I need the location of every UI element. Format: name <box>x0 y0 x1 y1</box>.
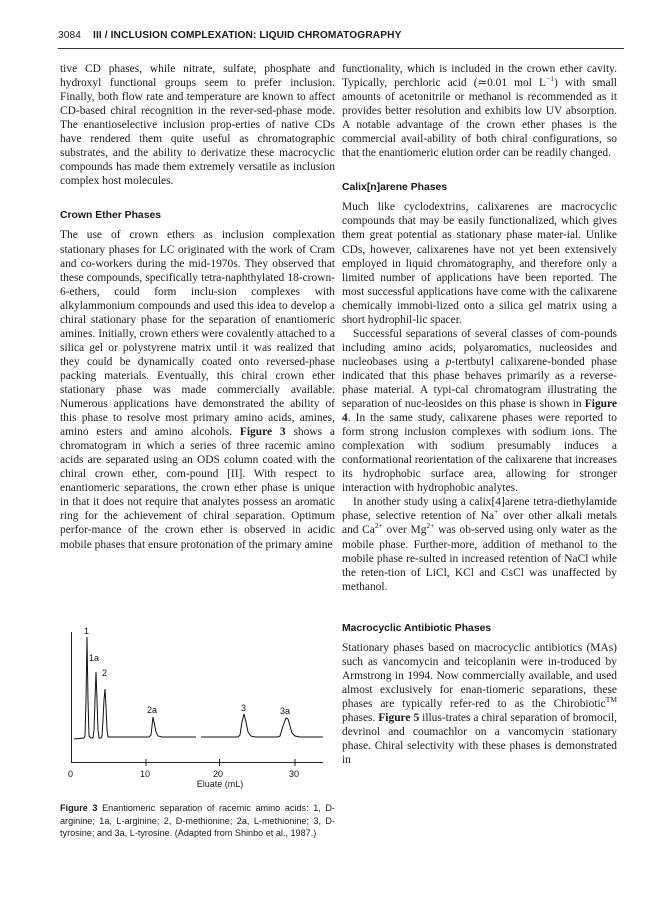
caption-label: Figure 3 <box>60 803 98 813</box>
figure-3-caption <box>60 802 335 840</box>
peak-label-2a: 2a <box>147 705 158 715</box>
left-column <box>60 62 335 552</box>
superscript: 2+ <box>426 521 435 531</box>
text-run: phases. <box>342 711 379 724</box>
peak-label-2: 2 <box>102 668 108 678</box>
peak-label-3: 3 <box>241 703 247 713</box>
header-rule <box>58 48 624 49</box>
figure-3-chromatogram <box>55 620 335 780</box>
right-column <box>342 62 617 767</box>
superscript: + <box>494 507 499 517</box>
calixarene-paragraph-2 <box>342 327 617 496</box>
peak-label-3a: 3a <box>280 706 291 716</box>
section-heading-calixarene: Calix[n]arene Phases <box>342 182 448 194</box>
superscript: −1 <box>545 74 554 84</box>
peak-label-1: 1 <box>84 626 90 636</box>
figure-5-reference[interactable]: Figure 5 <box>378 711 420 724</box>
running-head <box>58 30 624 46</box>
trademark-superscript: TM <box>605 695 617 705</box>
section-heading-macrocyclic-antibiotic: Macrocyclic Antibiotic Phases <box>342 622 492 634</box>
text-run: -tertbutyl calixarene-bonded phase indicated that this phase behaves primarily as a reverse-phase material. A typi-cal chromatogram illustrating the separation of nuc-leosides on this phase is shown in <box>342 355 617 411</box>
figure-4-reference[interactable]: Figure 4 <box>342 398 617 425</box>
x-tick-label-20: 20 <box>213 769 224 779</box>
text-run: over other alkali metals and Ca <box>342 510 617 537</box>
calixarene-paragraph-1: Much like cyclodextrins, calixarenes are macrocyclic compounds that may be easily functionalized, which gives them great potential as stationary phase mater-ial. Unlike CDs, however, calixarenes have not yet been extensively employed in liquid chromatography, and therefore only a limited number of applications have been reported. The most successful applications have come with the calixarene chemically immobi-lized onto a silica gel matrix using a short hydrophil-lic spacer. <box>342 201 617 326</box>
calixarene-paragraph-3 <box>342 495 617 593</box>
x-tick-label-10: 10 <box>140 769 151 779</box>
crown-ether-paragraph <box>60 228 335 551</box>
figure-3-reference[interactable]: Figure 3 <box>239 426 286 439</box>
text-run: ) with small amounts of acetonitrile or methanol is recommended as it provides better resolution and exhibits low UV absorption. A notable advantage of the crown ether phases is the commercial avail-ability of both chiral configurations, so that the enantiomeric elution order can be readily changed. <box>342 77 617 160</box>
x-tick-label-0: 0 <box>68 769 74 779</box>
text-run: . In the same study, calixarene phases were reported to form strong inclusion complexes with sodium ions. The complexation with sodium presumably induces a conformational reorientation of the calixarene that increases its hydrophobic surface area, allowing for stronger interaction with hydrophobic analytes. <box>342 412 618 495</box>
running-title: III / INCLUSION COMPLEXATION: LIQUID CHROMATOGRAPHY <box>93 30 402 41</box>
intro-paragraph: tive CD phases, while nitrate, sulfate, phosphate and hydroxyl functional groups seem to prefer inclusion. Finally, both flow rate and temperature are known to affect CD-based chiral recognition in the rever-sed-phase mode. The enantioselective inclusion prop-erties of native CDs have rendered them quite useful as chromatographic substrates, and the ability to derivatize these macrocyclic compounds has made them extremely versatile as inclusion complex host molecules. <box>60 63 335 188</box>
crown-ether-continued <box>342 62 617 160</box>
text-run: Stationary phases based on macrocyclic antibiotics (MAs) such as vancomycin and teicoplanin were in-troduced by Armstrong in 1994. Now commercially available, and used almost exclusively for enan-tiomeric separations, these phases are typically refer-red to as the Chirobiotic <box>342 641 617 710</box>
text-run: shows a chromatogram in which a series of three racemic amino acids are separated using an ODS column coated with the chiral crown ether, com-pound [II]. With respect to enantiomeric separations, the crown ether phase is unique in that it does not require that analytes possess an aromatic ring for the achievement of chiral separation. Optimum perfor-mance of the crown ether is observed in acidic mobile phases that ensure protonation of the primary amine <box>60 426 335 551</box>
text-run: Successful separations of several classes of com-pounds including amino acids, polyaromatics, nucleosides and nucleobases using a <box>342 327 617 368</box>
chromatogram-trace <box>74 637 323 739</box>
macrocyclic-paragraph <box>342 641 617 767</box>
italic-run: p <box>445 355 452 368</box>
x-tick-label-30: 30 <box>289 769 300 779</box>
peak-label-1a: 1a <box>89 653 100 663</box>
text-run: In another study using a calix[4]arene tetra-diethylamide phase, selective retention of Na <box>342 496 617 523</box>
section-heading-crown-ether: Crown Ether Phases <box>60 210 162 222</box>
text-run: functionality, which is included in the crown ether cavity. Typically, perchloric acid (≃0.01 mol L <box>342 63 617 90</box>
superscript: 2+ <box>374 521 383 531</box>
page-number: 3084 <box>58 30 82 41</box>
x-axis-label: Eluate (mL) <box>196 779 244 789</box>
caption-text: Enantiomeric separation of racemic amino acids: 1, D-arginine; 1a, L-arginine; 2, D-methionine; 2a, L-methionine; 3, D-tyrosine; and 3a, L-tyrosine. (Adapted from Shinbo et al., 1987.) <box>60 803 336 838</box>
text-run: was ob-served using only water as the mobile phase. Further-more, addition of methanol to the mobile phase re-sulted in increased retention of NaCl while the reten-tion of LiCl, KCl and CsCl was unaffected by methanol. <box>342 524 617 593</box>
text-run: over Mg <box>382 524 427 537</box>
text-run: The use of crown ethers as inclusion complexation stationary phases for LC originated with the work of Cram and co-workers during the mid-1970s. They observed that these compounds, specifically tetra-naphthylated 18-crown-6-ethers, could form inclu-sion complexes with alkylammonium compounds and used this idea to develop a chiral stationary phase for the separation of enantiomeric amines. Initially, crown ethers were covalently attached to a silica gel or polystyrene matrix until it was realized that they could be dynamically coated onto reversed-phase packing materials. Eventually, this chiral crown ether stationary phase was made commercially available. Numerous applications have demonstrated the ability of this phase to resolve most primary amino acids, amines, amino esters and amino alcohols. <box>60 229 335 439</box>
text-run: illus-trates a chiral separation of bromocil, devrinol and coumachlor on a vancomycin stationary phase. Chiral selectivity with these phases is demonstrated in <box>342 711 617 767</box>
